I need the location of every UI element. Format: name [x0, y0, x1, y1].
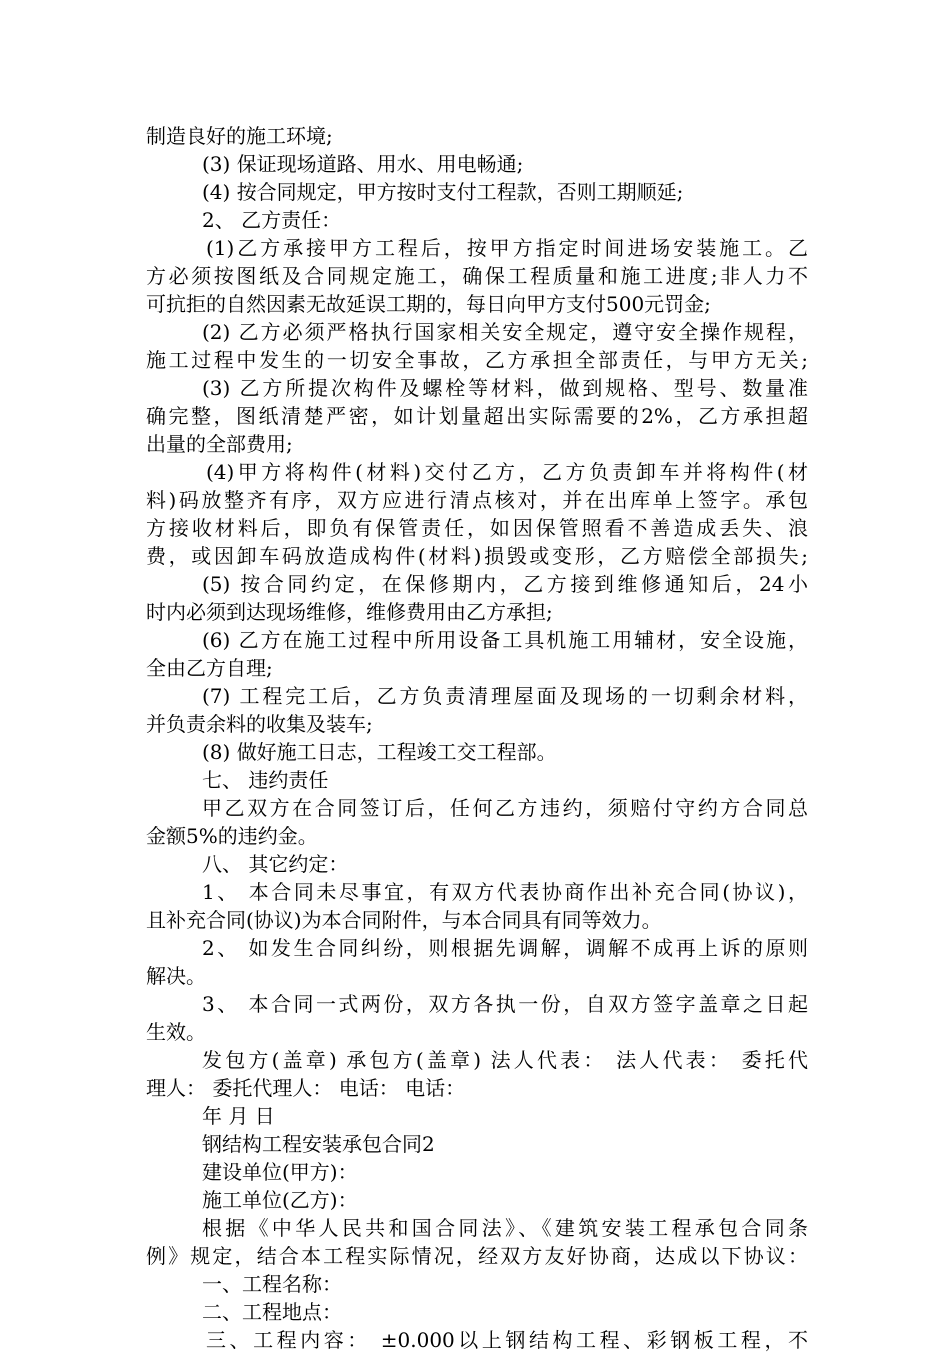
text-line: 施工过程中发生的一切安全事故，乙方承担全部责任，与甲方无关; [146, 348, 808, 372]
text-line: 理人： 委托代理人： 电话： 电话： [146, 1076, 466, 1100]
text-line: 2、 乙方责任： [202, 208, 342, 232]
text-line: (1)乙方承接甲方工程后，按甲方指定时间进场安装施工。乙 [206, 236, 808, 260]
text-line: (6) 乙方在施工过程中所用设备工具机施工用辅材，安全设施， [202, 628, 808, 652]
text-line: 例》规定，结合本工程实际情况，经双方友好协商，达成以下协议： [146, 1244, 808, 1268]
text-line: (8) 做好施工日志，工程竣工交工程部。 [202, 740, 557, 764]
text-line: 施工单位(乙方)： [202, 1188, 358, 1212]
text-line: 钢结构工程安装承包合同2 [202, 1132, 435, 1156]
text-line: (3) 保证现场道路、用水、用电畅通; [202, 152, 524, 176]
text-line: 八、 其它约定： [202, 852, 349, 876]
text-line: 料)码放整齐有序，双方应进行清点核对，并在出库单上签字。承包 [146, 488, 808, 512]
text-line: 建设单位(甲方)： [202, 1160, 358, 1184]
text-line: 甲乙双方在合同签订后，任何乙方违约，须赔付守约方合同总 [202, 796, 808, 820]
text-line: (5) 按合同约定，在保修期内，乙方接到维修通知后，24小 [202, 572, 808, 596]
text-line: (4)甲方将构件(材料)交付乙方，乙方负责卸车并将构件(材 [206, 460, 808, 484]
text-line: 根据《中华人民共和国合同法》、《建筑安装工程承包合同条 [202, 1216, 808, 1240]
text-line: 时内必须到达现场维修，维修费用由乙方承担; [146, 600, 553, 624]
text-line: 三、工程内容： ±0.000以上钢结构工程、彩钢板工程，不 [206, 1328, 808, 1352]
text-line: 可抗拒的自然因素无故延误工期的，每日向甲方支付500元罚金; [146, 292, 711, 316]
text-line: (3) 乙方所提次构件及螺栓等材料，做到规格、型号、数量准 [202, 376, 808, 400]
text-line: 全由乙方自理; [146, 656, 273, 680]
text-line: (4) 按合同规定，甲方按时支付工程款，否则工期顺延; [202, 180, 684, 204]
text-line: 年 月 日 [202, 1104, 275, 1128]
text-line: 制造良好的施工环境; [146, 124, 333, 148]
text-line: 3、 本合同一式两份，双方各执一份，自双方签字盖章之日起 [202, 992, 808, 1016]
text-line: 金额5%的违约金。 [146, 824, 318, 848]
text-line: 且补充合同(协议)为本合同附件，与本合同具有同等效力。 [146, 908, 662, 932]
text-line: 1、 本合同未尽事宜，有双方代表协商作出补充合同(协议)， [202, 880, 808, 904]
text-line: 七、 违约责任 [202, 768, 329, 792]
text-line: (7) 工程完工后，乙方负责清理屋面及现场的一切剩余材料， [202, 684, 808, 708]
text-line: 确完整，图纸清楚严密，如计划量超出实际需要的2%，乙方承担超 [146, 404, 808, 428]
document-body [146, 122, 808, 1354]
text-line: 费，或因卸车码放造成构件(材料)损毁或变形，乙方赔偿全部损失; [146, 544, 808, 568]
text-line: 二、工程地点： [202, 1300, 342, 1324]
text-line: 解决。 [146, 964, 206, 988]
text-line: 一、工程名称： [202, 1272, 342, 1296]
text-line: 出量的全部费用; [146, 432, 293, 456]
text-line: 2、 如发生合同纠纷，则根据先调解，调解不成再上诉的原则 [202, 936, 808, 960]
text-line: 发包方(盖章) 承包方(盖章) 法人代表： 法人代表： 委托代 [202, 1048, 808, 1072]
text-line: 方必须按图纸及合同规定施工，确保工程质量和施工进度;非人力不 [146, 264, 808, 288]
text-line: 并负责余料的收集及装车; [146, 712, 373, 736]
text-line: 生效。 [146, 1020, 206, 1044]
text-line: 方接收材料后，即负有保管责任，如因保管照看不善造成丢失、浪 [146, 516, 808, 540]
text-line: (2) 乙方必须严格执行国家相关安全规定，遵守安全操作规程， [202, 320, 808, 344]
